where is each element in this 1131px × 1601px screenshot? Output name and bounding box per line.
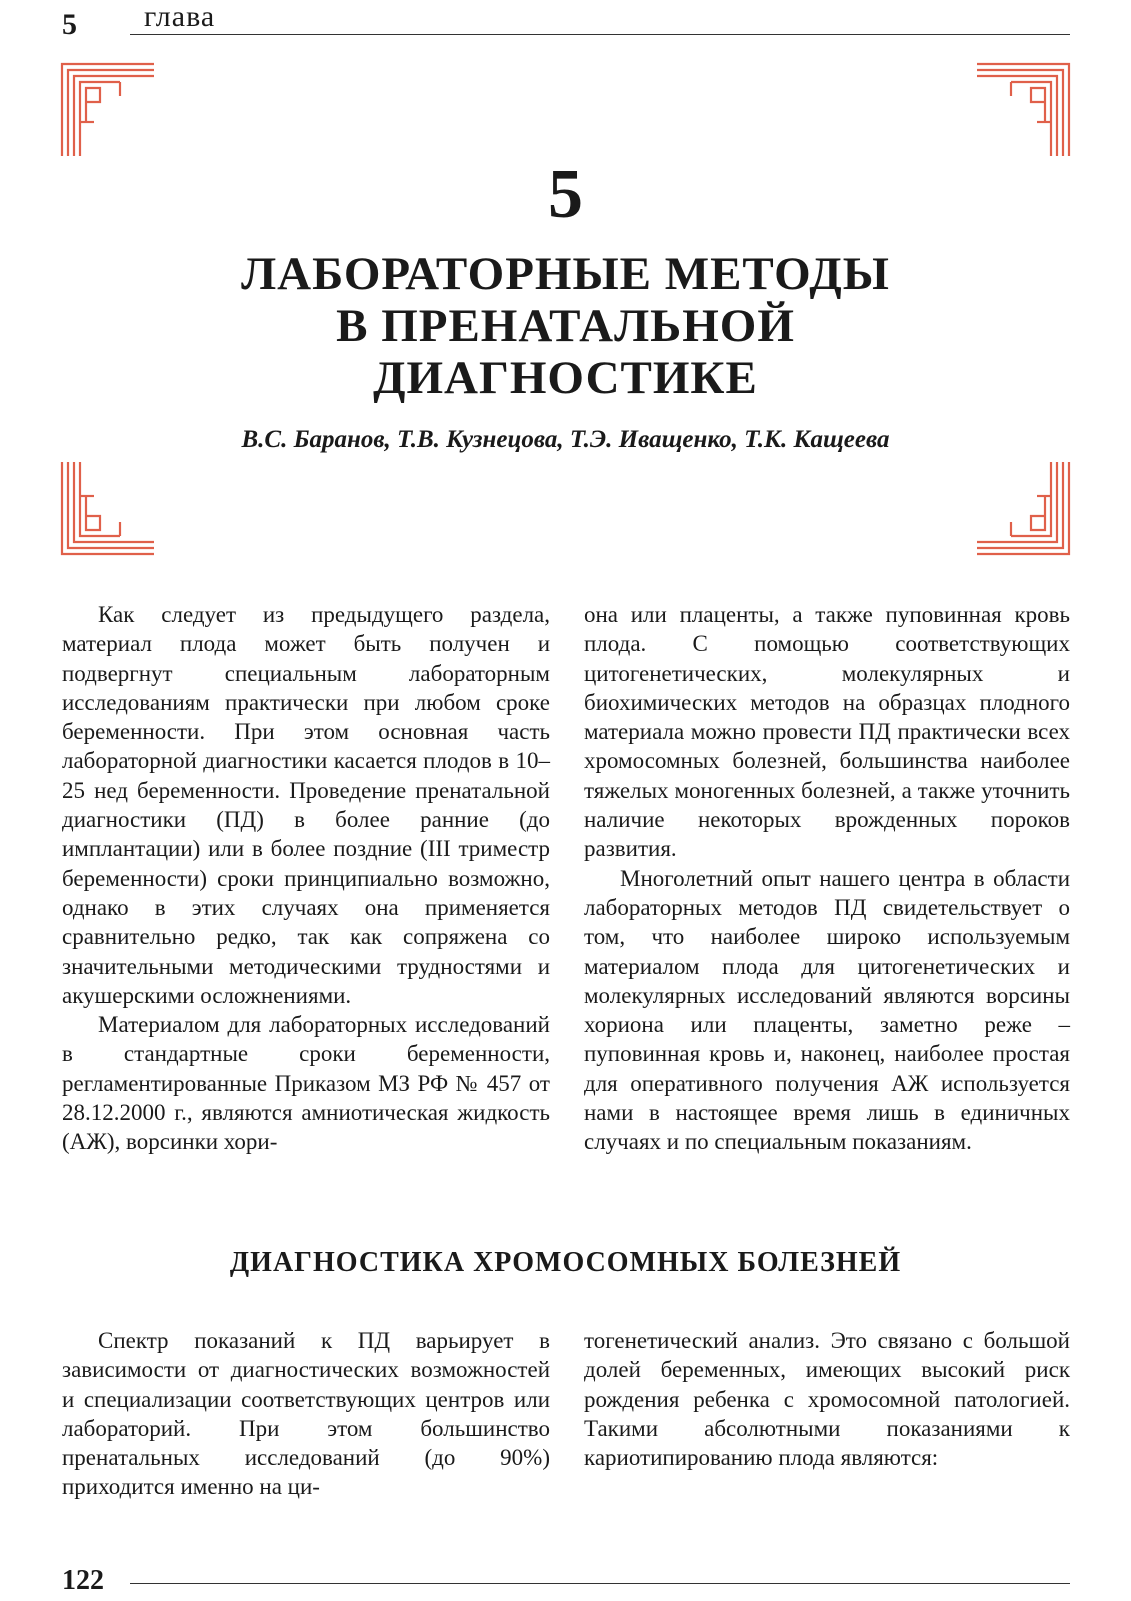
section-column-left	[62, 1326, 550, 1502]
corner-ornament-icon	[975, 62, 1071, 158]
header-rule	[130, 34, 1070, 35]
paragraph: Как следует из предыдущего раздела, материал плода может быть получен и подвергнут специальным лабораторным исследованиям практически при любом сроке беременности. При этом основная часть лабораторной диагностики касается плодов в 10–25 нед беременности. Проведение пренатальной диагностики (ПД) в более ранние (до имплантации) или в более поздние (III триместр беременности) сроки принципиально возможно, однако в этих случаях она применяется сравнительно редко, так как сопряжена со значительными методическими трудностями и акушерскими осложнениями.	[62, 602, 550, 1008]
header-chapter-word: глава	[144, 0, 216, 33]
paragraph: Спектр показаний к ПД варьирует в зависимости от диагностических возможностей и специализации соответствующих центров или лабораторий. При этом большинство пренатальных исследований (до 90%) приходится именно на ци-	[62, 1328, 550, 1500]
chapter-title	[120, 248, 1011, 404]
footer-rule	[130, 1583, 1070, 1584]
paragraph: Материалом для лабораторных исследований в стандартные сроки беременности, регламентированные Приказом МЗ РФ № 457 от 28.12.2000 г., являются амниотическая жидкость (АЖ), ворсинки хори-	[62, 1012, 550, 1155]
page-footer	[62, 1565, 1070, 1601]
running-header	[62, 0, 1070, 44]
chapter-title-line: ЛАБОРАТОРНЫЕ МЕТОДЫ	[241, 248, 890, 300]
intro-column-right	[584, 600, 1070, 1157]
paragraph: тогенетический анализ. Это связано с большой долей беременных, имеющих высокий риск рождения ребенка с хромосомной патологией. Такими абсолютными показаниями к кариотипированию плода являются:	[584, 1328, 1070, 1471]
chapter-number: 5	[548, 156, 583, 233]
chapter-title-line: В ПРЕНАТАЛЬНОЙ	[336, 300, 795, 352]
corner-ornament-icon	[60, 460, 156, 556]
paragraph: Многолетний опыт нашего центра в области лабораторных методов ПД свидетельствует о том, что наиболее широко используемым материалом плода для цитогенетических и молекулярных исследований являются ворсины хориона или плаценты, заметно реже – пуповинная кровь и, наконец, наиболее простая для оперативного получения АЖ используется нами в настоящее время лишь в единичных случаях и по специальным показаниям.	[584, 865, 1070, 1155]
header-chapter-number: 5	[62, 8, 77, 41]
intro-column-left	[62, 600, 550, 1157]
corner-ornament-icon	[60, 62, 156, 158]
page-number: 122	[62, 1565, 104, 1596]
chapter-authors: В.С. Баранов, Т.В. Кузнецова, Т.Э. Иващенко, Т.К. Кащеева	[241, 426, 890, 453]
paragraph: она или плаценты, а также пуповинная кровь плода. С помощью соответствующих цитогенетических, молекулярных и биохимических методов на образцах плодного материала можно провести ПД практически всех хромосомных болезней, большинства наиболее тяжелых моногенных болезней, а также уточнить наличие некоторых врожденных пороков развития.	[584, 602, 1070, 862]
section-column-right	[584, 1326, 1070, 1472]
section-title: ДИАГНОСТИКА ХРОМОСОМНЫХ БОЛЕЗНЕЙ	[229, 1247, 902, 1278]
corner-ornament-icon	[975, 460, 1071, 556]
chapter-title-line: ДИАГНОСТИКЕ	[373, 352, 758, 404]
